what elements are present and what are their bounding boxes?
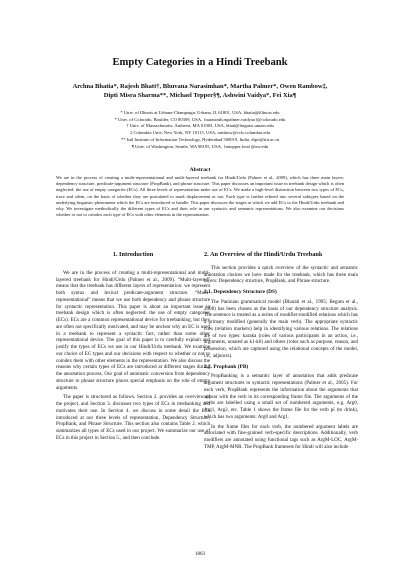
body-paragraph: In the frame files for each verb, the numbered argument labels are associated with fine-grained verb-specific descriptions. Additionally, verb modifiers are annotated using functional tags such as ArgM-LOC, ArgM-TMP, ArgM-MNR. The PropBank framesets for Hindi will also include — [204, 423, 358, 450]
body-paragraph: PropBanking is a semantic layer of annotation that adds predicate argument structures to syntactic representations (Palmer et al., 2005). For each verb, PropBank represents the information about the arguments that appear with the verb in its corresponding frame file. The arguments of the verbs are labelled using a small set of numbered arguments, e.g. Arg0, Arg1, Arg2, etc. Table 1 shows the frame file for the verb pī (to drink), which has two arguments: Arg0 and Arg1. — [204, 373, 358, 420]
body-paragraph: This section provides a quick overview of the syntactic and semantic annotation choices we have made for the treebank, which has three main layers: Dependency structure, PropBank, and Phrase structure. — [204, 264, 358, 285]
subsection-heading-pb: 2.2. Propbank (PB) — [204, 363, 249, 370]
affiliation-line: * Univ. of Illinois at Urbana-Champaign, Urbana, IL 61801, USA, bhatia@illinois.edu — [120, 110, 280, 115]
body-paragraph: The paper is structured as follows. Section 2. provides an overview of the project, and Section 3. discusses two types of ECs in treebanking and motivates their use. In Section 4. we discuss in some detail the ECs introduced at our three levels of representation, Dependency Structure, PropBank, and Phrase Structure. This section also contains Table 2. which summarizes all types of ECs used in our project. We summarize our use of ECs in this project in Section 5., and then conclude. — [56, 394, 210, 441]
body-paragraph: The Paninian grammatical model (Bharati et al., 1995; Begum et al., 2008) has been chosen as the basis of our dependency structure analysis. The sentence is treated as a series of modifier-modified relations which has a primary modified (generally the main verb). The appropriate syntactic cues (relation markers) help in identifying various relations. The relations are of two types: karaka (roles of various participants in an action, i.e., arguments, notated as k1-k6) and others (roles such as purpose, reason, and possession, which are captured using the relational concepts of the model, i.e., adjuncts). — [204, 298, 358, 359]
body-paragraph: We are in the process of creating a multi-representational and multi-layered treebank for Hindi/Urdu (Palmer et al., 2009). “Multi-layered” means that the treebank has different layers of representation: we represent both syntax and lexical predicate-argument structure. “Multi-representational” means that we use both dependency and phrase structure for syntactic representation. This paper is about an important issue in treebank design which is often neglected: the use of empty categories (ECs). ECs are a common representational device for treebanking, but they are often not specifically motivated, and may be unclear why an EC is used in a treebank to represent a syntactic fact, rather than some other representational device. The goal of this paper is to carefully explain and justify the types of ECs we use in our Hindi/Urdu treebank. We examine our choice of EC types and our decisions with respect to whether or not to coindex them with other elements in the representation. We also discuss the reasons why certain types of ECs are introduced at different stages during the annotation process. Our goal of automatic conversion from dependency structure to phrase structure places special emphasis on the role of empty arguments. — [56, 269, 210, 391]
affiliation-line: ** Intl Institute of Information Technology, Hyderabad 500019, India, dipti@iiit.ac.in — [121, 136, 279, 142]
section-heading-introduction: 1. Introduction — [112, 251, 154, 258]
author-line: Dipti Misra Sharma**, Michael Tepper§¶, Ashwini Vaidya*, Fei Xia¶ — [103, 91, 297, 99]
abstract-text: We are in the process of creating a multi-representational and multi-layered treebank for Hindi/Urdu (Palmer et al., 2009), which has three main layers: dependency structure, predicate-argument structure (PropBank), and phrase structure. This paper discusses an important issue in treebank design which is often neglected: the use of empty categories (ECs). All three levels of representation make use of ECs. We make a high-level distinction between two types of ECs, trace and silent, on the basis of whether they are postulated to mark displacement or not. Each type is further refined into several subtypes based on the underlying linguistic phenomena which the ECs are introduced to handle. This paper discusses the stages at which we add ECs to the Hindi/Urdu treebank and why. We investigate methodically the different types of ECs and their role in our syntactic and semantic representations. We also examine our decisions whether or not to coindex each type of ECs with other elements in the representation. — [56, 175, 344, 218]
affiliation-list — [40, 110, 360, 150]
affiliation-line: * Univ. of Colorado, Boulder, CO 80309, USA, {narasimb,mpalmer,vaidyaa}@colorado.edu — [114, 116, 286, 122]
author-line: Archna Bhatia*, Rajesh Bhatt†, Bhuvana Narasimhan*, Martha Palmer*, Owen Rambow‡, — [72, 83, 328, 90]
left-column — [56, 247, 210, 445]
affiliation-line: † Univ. of Massachusetts, Amherst, MA 01003, USA, bhatt@linguist.umass.edu — [126, 123, 274, 129]
page-number: 1863 — [195, 552, 205, 557]
affiliation-line: ¶ Univ. of Washington, Seattle, WA 98195, USA, {mtepper,fxia}@uw.edu — [131, 143, 269, 149]
section-heading-overview: 2. An Overview of the Hindi/Urdu Treebank — [204, 251, 323, 258]
paper-title: Empty Categories in a Hindi Treebank — [112, 57, 288, 68]
right-column — [204, 247, 358, 454]
abstract-heading: Abstract — [189, 167, 211, 173]
subsection-heading-ds: 2.1. Dependency Structure (DS) — [204, 289, 277, 295]
affiliation-line: ‡ Columbia Univ, New York, NY 10115, USA, rambow@ccls.columbia.edu — [130, 130, 270, 136]
author-list — [40, 83, 360, 100]
